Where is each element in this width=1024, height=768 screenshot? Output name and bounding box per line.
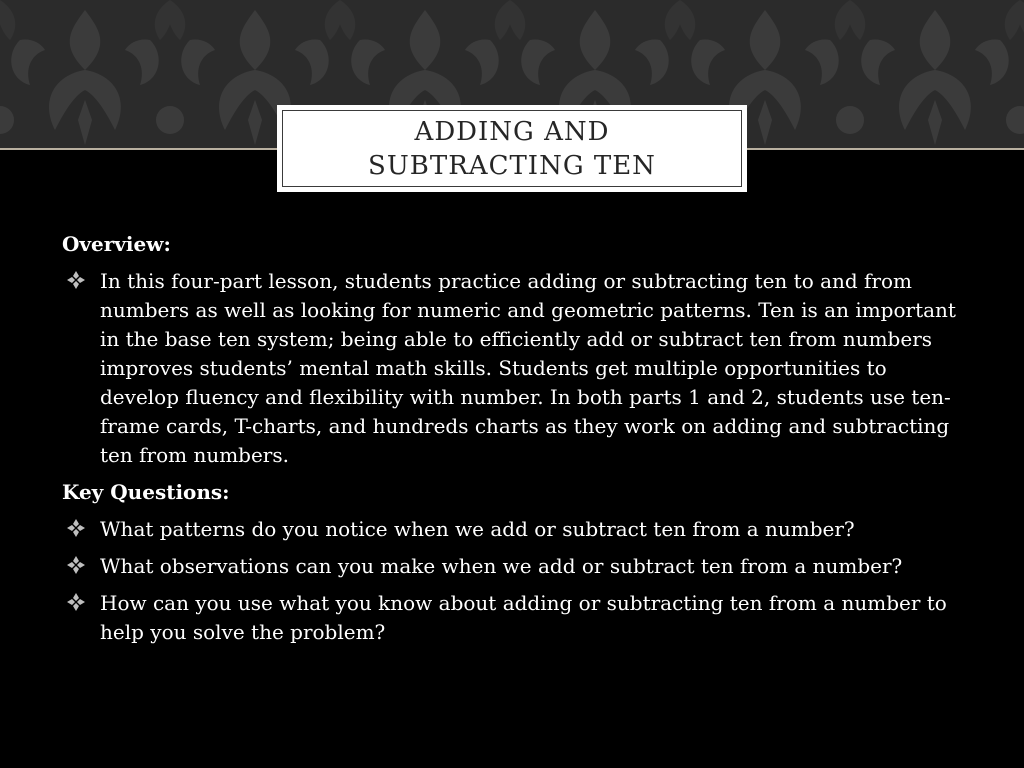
key-question-text: How can you use what you know about adding or subtracting ten from a number to help you solve the problem? bbox=[100, 591, 947, 644]
key-question-text: What patterns do you notice when we add or subtract ten from a number? bbox=[100, 517, 855, 541]
key-question-item bbox=[62, 589, 962, 647]
diamond-bullet-icon bbox=[66, 555, 86, 575]
diamond-bullet-icon bbox=[66, 592, 86, 612]
slide-body bbox=[62, 230, 962, 655]
title-box bbox=[277, 105, 747, 192]
overview-heading: Overview: bbox=[62, 232, 171, 256]
key-question-text: What observations can you make when we add or subtract ten from a number? bbox=[100, 554, 903, 578]
slide-title: ADDING AND SUBTRACTING TEN bbox=[368, 116, 656, 181]
overview-bullet bbox=[62, 267, 962, 470]
diamond-bullet-icon bbox=[66, 270, 86, 290]
overview-bullet-text: In this four-part lesson, students practice adding or subtracting ten to and from numbers as well as looking for numeric and geometric patterns. Ten is an important in the base ten system; being able to efficiently add or subtract ten from numbers improves students’ mental math skills. Students get multiple opportunities to develop fluency and flexibility with number. In both parts 1 and 2, students use ten-frame cards, T-charts, and hundreds charts as they work on adding and subtracting ten from numbers. bbox=[100, 269, 956, 467]
key-question-item bbox=[62, 552, 962, 581]
diamond-bullet-icon bbox=[66, 518, 86, 538]
key-question-item bbox=[62, 515, 962, 544]
key-questions-heading: Key Questions: bbox=[62, 480, 230, 504]
title-box-inner-border bbox=[282, 110, 742, 187]
